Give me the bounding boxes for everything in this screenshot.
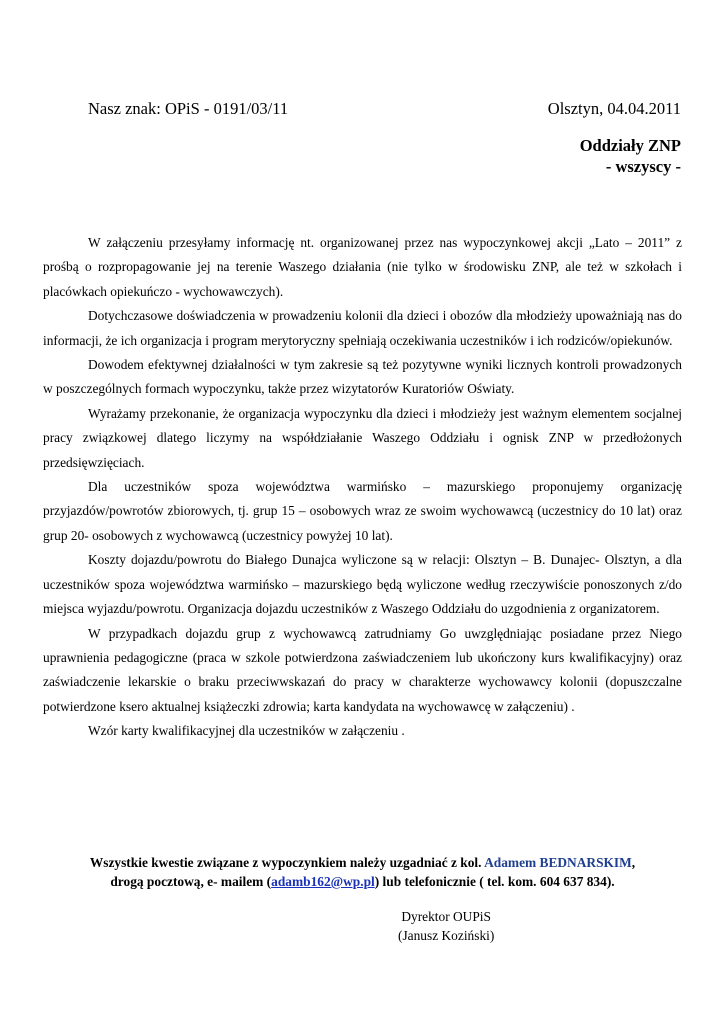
letter-body bbox=[43, 231, 682, 744]
paragraph-2: Dotychczasowe doświadczenia w prowadzeniu kolonii dla dzieci i obozów dla młodzieży upoważniają nas do informacji, że ich organizacja i program merytoryczny spełniają oczekiwania uczestników i ich rodziców/opiekunów. bbox=[43, 308, 682, 348]
contact-note bbox=[43, 853, 682, 891]
paragraph-6: Koszty dojazdu/powrotu do Białego Dunajca wyliczone są w relacji: Olsztyn – B. Dunajec- Olsztyn, a dla uczestników spoza województwa warmińsko – mazurskiego będą wyliczone według rzeczywiście ponoszonych z/do miejsca wyjazdu/powrotu. Organizacja dojazdu uczestników z Waszego Oddziału do uzgodnienia z organizatorem. bbox=[43, 552, 682, 617]
paragraph-7: W przypadkach dojazdu grup z wychowawcą zatrudniamy Go uwzględniając posiadane przez Niego uprawnienia pedagogiczne (praca w szkole potwierdzona zaświadczeniem lub ukończony kurs kwalifikacyjny) oraz zaświadczenie lekarskie o braku przeciwwskazań do pracy w charakterze wychowawcy kolonii (dopuszczalne potwierdzone ksero aktualnej książeczki zdrowia; karta kandydata na wychowawcę w załączeniu) . bbox=[43, 625, 682, 714]
contact-line-1-suffix: , bbox=[631, 855, 636, 870]
reference-number: Nasz znak: OPiS - 0191/03/11 bbox=[88, 99, 289, 118]
paragraph-5: Dla uczestników spoza województwa warmińsko – mazurskiego proponujemy organizację przyjazdów/powrotów zbiorowych, tj. grup 15 – osobowych wraz ze swoim wychowawcą (uczestnicy do 10 lat) oraz grup 20- osobowych z wychowawcą (uczestnicy powyżej 10 lat). bbox=[43, 479, 682, 543]
place-and-date: Olsztyn, 04.04.2011 bbox=[547, 99, 681, 118]
contact-line-1-prefix: Wszystkie kwestie związane z wypoczynkiem należy uzgadniać z kol. bbox=[89, 855, 485, 870]
addressee-line1: Oddziały ZNP bbox=[579, 136, 681, 155]
paragraph-3: Dowodem efektywnej działalności w tym zakresie są też pozytywne wyniki licznych kontroli prowadzonych w poszczególnych formach wypoczynku, także przez wizytatorów Kuratoriów Oświaty. bbox=[43, 357, 682, 397]
signature-block bbox=[398, 907, 494, 945]
paragraph-4: Wyrażamy przekonanie, że organizacja wypoczynku dla dzieci i młodzieży jest ważnym elementem socjalnej pracy związkowej dlatego liczymy na współdziałanie Waszego Oddziału i ognisk ZNP w przedłożonych przedsięwzięciach. bbox=[43, 405, 682, 470]
contact-line-2-prefix: drogą pocztową, e- mailem ( bbox=[110, 874, 272, 889]
signature-title: Dyrektor OUPiS bbox=[401, 909, 491, 924]
contact-line-2-suffix: ) lub telefonicznie ( tel. kom. 604 637 834). bbox=[374, 874, 615, 889]
signature-name: (Janusz Koziński) bbox=[398, 928, 495, 943]
contact-line-2 bbox=[43, 872, 682, 891]
paragraph-8: Wzór karty kwalifikacyjnej dla uczestników w załączeniu . bbox=[88, 723, 405, 739]
email-link[interactable]: adamb162@wp.pl bbox=[271, 874, 375, 889]
addressee-line2: - wszyscy - bbox=[605, 157, 681, 176]
contact-person-name: Adamem BEDNARSKIM bbox=[484, 855, 632, 870]
paragraph-1: W załączeniu przesyłamy informację nt. organizowanej przez nas wypoczynkowej akcji „Lato – 2011” z prośbą o rozpropagowanie jej na terenie Waszego działania (nie tylko w środowisku ZNP, ale też w szkołach i placówkach opiekuńczo - wychowawczych). bbox=[43, 235, 682, 299]
contact-line-1 bbox=[43, 853, 682, 872]
